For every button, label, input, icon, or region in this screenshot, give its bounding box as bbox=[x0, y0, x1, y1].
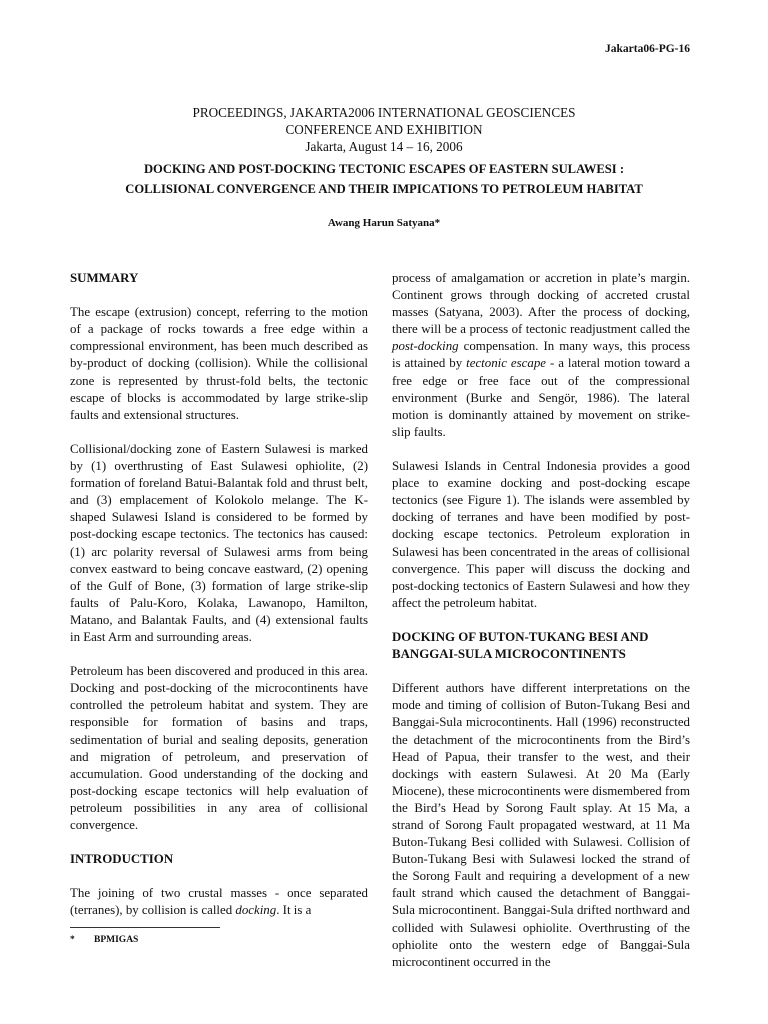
footnote bbox=[70, 935, 138, 945]
introduction-paragraph-1-continued bbox=[392, 270, 690, 441]
proceedings-header bbox=[0, 104, 768, 155]
introduction-heading: INTRODUCTION bbox=[70, 852, 174, 867]
proceedings-line-2: CONFERENCE AND EXHIBITION bbox=[285, 122, 483, 137]
summary-heading: SUMMARY bbox=[70, 271, 139, 285]
term-tectonic-escape: tectonic escape bbox=[466, 356, 546, 371]
summary-paragraph-3: Petroleum has been discovered and produced in this area. Docking and post-docking of the microcontinents have controlled the petroleum habitat and system. They are responsible for formation of basins and traps, sedimentation of burial and sealing deposits, generation and migration of petroleum, and preservation of accumulation. Good understanding of the docking and post-docking escape tectonics will help evaluation of petroleum possibilities in any area of collisional convergence. bbox=[70, 664, 368, 832]
summary-paragraph-2: Collisional/docking zone of Eastern Sulawesi is marked by (1) overthrusting of East Sulawesi ophiolite, (2) formation of foreland Batui-Balantak fold and thrust belt, and (3) emplacement of Kolokolo melange. The K-shaped Sulawesi Island is considered to be formed by post-docking escape tectonics. The tectonics has caused: (1) arc polarity reversal of Sulawesi arms from being convex eastward to being concave eastward, (2) opening of the Gulf of Bone, (3) formation of large strike-slip faults of Palu-Koro, Kolaka, Lawanopo, Hamilton, Matano, and Balantak Faults, and (4) extensional faults in East Arm and surrounding areas. bbox=[70, 441, 368, 644]
cont-text-c: - a lateral motion toward a free edge or free face out of the compressional environment (Burke and Sengör, 1986). The lateral motion is dominantly attained by movement on strike-slip faults. bbox=[392, 356, 690, 439]
paper-title-line-1: DOCKING AND POST-DOCKING TECTONIC ESCAPES OF EASTERN SULAWESI : bbox=[143, 162, 625, 176]
left-column bbox=[70, 270, 368, 937]
intro-text-b: . It is a bbox=[276, 903, 312, 918]
proceedings-line-1: PROCEEDINGS, JAKARTA2006 INTERNATIONAL GEOSCIENCES bbox=[192, 105, 576, 120]
cont-text-a: process of amalgamation or accretion in plate’s margin. Continent grows through docking of accreted crustal masses (Satyana, 2003). After the process of docking, there will be a process of tectonic readjustment called the bbox=[392, 271, 690, 337]
proceedings-line-3: Jakarta, August 14 – 16, 2006 bbox=[305, 139, 463, 154]
introduction-paragraph-1 bbox=[70, 885, 368, 919]
footnote-divider bbox=[70, 927, 220, 928]
author-name: Awang Harun Satyana* bbox=[327, 217, 441, 229]
summary-paragraph-1: The escape (extrusion) concept, referring to the motion of a package of rocks towards a free edge within a compressional environment, has been much described as by-product of docking (collision). While the collisional zone is represented by thrust-fold belts, the tectonic escape of blocks is accommodated by large strike-slip faults and extensional structures. bbox=[70, 305, 368, 422]
cont-text-b: compensation. In many ways, this process is attained by bbox=[392, 339, 690, 371]
document-id: Jakarta06-PG-16 bbox=[605, 43, 690, 55]
section-heading-docking: DOCKING OF BUTON-TUKANG BESI AND BANGGAI-SULA MICROCONTINENTS bbox=[392, 629, 649, 662]
introduction-paragraph-2: Sulawesi Islands in Central Indonesia provides a good place to examine docking and post-docking escape tectonics (see Figure 1). The islands were assembled by docking of terranes and have been modified by post-docking escape tectonics. Petroleum exploration in Sulawesi has been concentrated in the areas of collisional convergence. This paper will discuss the docking and post-docking tectonics of Eastern Sulawesi and how they affect the petroleum habitat. bbox=[392, 459, 690, 610]
paper-title bbox=[0, 159, 768, 199]
term-post-docking: post-docking bbox=[392, 339, 459, 354]
intro-text-a: The joining of two crustal masses - once separated (terranes), by collision is called bbox=[70, 886, 368, 918]
docking-paragraph-1: Different authors have different interpretations on the mode and timing of collision of Buton-Tukang Besi and Banggai-Sula microcontinents. Hall (1996) reconstructed the detachment of the microcontinents from the Bird’s Head of Papua, their transfer to the west, and their dockings with eastern Sulawesi. At 20 Ma (Early Miocene), these microcontinents were dismembered from the Bird’s Head by Sorong Fault splay. At 15 Ma, a strand of Sorong Fault propagated westward, at 11 Ma Buton-Tukang Besi collided with Sulawesi. Collision of Buton-Tukang Besi with Sulawesi locked the strand of the Sorong Fault and requiring a development of a new fault strand which caused the detachment of Banggai-Sula microcontinent. Banggai-Sula drifted northward and collided with Sulawesi ophiolite. Overthrusting of the ophiolite onto the western edge of Banggai-Sula microcontinent occurred in the bbox=[392, 681, 690, 969]
footnote-mark: * bbox=[70, 935, 75, 945]
intro-term-docking: docking bbox=[235, 903, 277, 918]
right-column bbox=[392, 270, 690, 988]
paper-title-line-2: COLLISIONAL CONVERGENCE AND THEIR IMPICATIONS TO PETROLEUM HABITAT bbox=[125, 182, 643, 196]
footnote-text: BPMIGAS bbox=[94, 935, 139, 945]
